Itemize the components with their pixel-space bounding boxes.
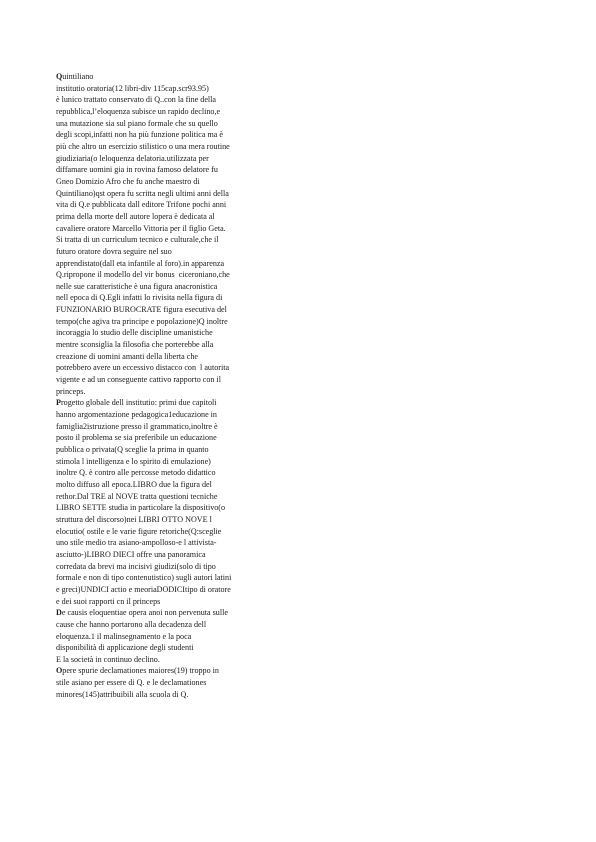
line-text: minores(145)attribuibili alla scuola di Q. [56,689,189,699]
line-text: posto il problema se sia preferibile un educazione [56,433,217,443]
line-text: LIBRO SETTE studia in particolare la dispositivo(o [56,503,226,513]
text-line [56,537,286,549]
paragraph-initial: Q [56,72,63,81]
body-text [56,71,286,700]
line-text: uintiliano [62,72,94,81]
text-line [56,374,286,386]
line-text: stile asiano per essere di Q. e le declamationes [56,678,207,688]
text-line [56,199,286,211]
text-line [56,246,286,258]
text-line [56,386,286,398]
text-line [56,596,286,608]
text-line [56,654,286,666]
text-line [56,71,286,83]
text-line [56,362,286,374]
text-line [56,188,286,200]
text-line [56,129,286,141]
line-text: creazione di uomini amanti della liberta che [56,351,199,361]
text-line [56,665,286,677]
text-line [56,491,286,503]
paragraph-initial: D [56,608,62,618]
text-line [56,153,286,165]
paragraph-initial: P [56,398,61,408]
text-line [56,292,286,304]
line-text: institutio oratoria(12 libri-div 115cap.scr93.95) [56,83,209,93]
line-text: Quintiliano)qst opera fu scritta negli ultimi anni della [56,188,229,198]
line-text: hanno argomentazione pedagogica1educazione in [56,410,217,420]
text-line [56,351,286,363]
line-text: pubblica o privata(Q sceglie la prima in quanto [56,445,209,454]
line-text: nelle sue caratteristiche è una figura anacronistica [56,281,218,291]
text-line [56,339,286,351]
text-line [56,118,286,130]
text-line [56,432,286,444]
text-line [56,94,286,106]
text-line [56,642,286,654]
line-text: eloquenza.1 il malinsegnamento e la poca [56,631,192,641]
text-line [56,561,286,573]
text-line [56,584,286,596]
line-text: molto diffuso all epoca.LIBRO due la figura del [56,479,212,489]
text-line [56,689,286,701]
line-text: princeps. [56,386,86,396]
text-line [56,479,286,491]
text-line [56,572,286,584]
text-line [56,677,286,689]
line-text: e dei suoi rapporti cn il princeps [56,596,161,606]
text-line [56,526,286,538]
text-line [56,316,286,328]
text-line [56,421,286,433]
line-text: famiglia2istruzione presso il grammatico,inoltre è [56,421,218,431]
line-text: rogetto globale dell institutio: primi due capitoli [60,398,217,408]
line-text: tempo(che agiva tra principe e popolazione)Q inoltre [56,316,228,326]
line-text: formale e non di tipo contenutistico) sugli autori latini [56,573,232,583]
line-text: mentre sconsiglia la filosofia che porterebbe alla [56,340,214,350]
line-text: cause che hanno portarono alla decadenza dell [56,619,207,629]
text-line [56,549,286,561]
text-line [56,269,286,281]
line-text: nell epoca di Q.Egli infatti lo rivisita nella figura di [56,293,223,303]
text-line [56,607,286,619]
paragraph-initial: O [56,666,63,676]
line-text: Si tratta di un curriculum tecnico e culturale,che il [56,235,219,245]
line-text: vigente e ad un conseguente cattivo rapporto con il [56,375,221,385]
line-text: apprendistato(dall eta infantile al foro).in apparenza [56,258,225,268]
line-text: più che altro un esercizio stilistico o una mera routine [56,141,230,151]
line-text: degli scopi,infatti non ha più funzione politica ma è [56,130,224,140]
line-text: asciutto-)LIBRO DIECI offre una panoramica [56,549,206,559]
line-text: incoraggia lo studio delle discipline umanistiche [56,328,213,338]
line-text: FUNZIONARIO BUROCRATE figura esecutiva del [56,305,227,315]
line-text: diffamare uomini gia in rovina famoso delatore fu [56,165,218,175]
line-text: futuro oratore dovra seguire nel suo [56,246,172,256]
line-text: e greci)UNDICI actio e meoriaDODICItipo di oratore [56,584,231,594]
line-text: disponibilità di applicazione degli studenti [56,643,194,653]
text-line [56,141,286,153]
line-text: elocutio( ostile e le varie figure retoriche(Q:sceglie [56,526,222,536]
text-line [56,234,286,246]
text-line [56,327,286,339]
line-text: Q.ripropone il modello del vir bonus ciceroniano,che [56,270,230,280]
text-line [56,211,286,223]
line-text: corredata da brevi ma incisivi giudizi(solo di tipo [56,561,216,571]
line-text: E la società in continuo declino. [56,654,160,664]
line-text: uno stile medio tra asiano-ampolloso-e l attivista- [56,538,217,548]
text-line [56,164,286,176]
text-line [56,176,286,188]
line-text: giudiziaria(o leloquenza delatoria.utilizzata per [56,153,209,163]
line-text: inoltre Q. è contro alle percosse metodo didattico [56,468,216,478]
line-text: è lunico trattato conservato di Q..con la fine della [56,95,217,105]
text-line [56,397,286,409]
line-text: Gneo Domizio Afro che fu anche maestro di [56,176,200,186]
text-line [56,83,286,95]
text-line [56,281,286,293]
text-line [56,106,286,118]
line-text: vita di Q.e pubblicata dall editore Trifone pochi anni [56,200,227,210]
line-text: una mutazione sia sul piano formale che su quello [56,118,218,128]
line-text: cavaliere oratore Marcello Vittoria per il figlio Geta. [56,223,226,233]
text-line [56,258,286,270]
text-line [56,631,286,643]
line-text: prima della morte dell autore lopera è dedicata al [56,211,215,221]
line-text: rethor.Dal TRE al NOVE tratta questioni tecniche [56,491,218,501]
text-line [56,619,286,631]
text-line [56,514,286,526]
line-text: stimola l intelligenza e lo spirito di emulazione) [56,456,211,466]
text-line [56,502,286,514]
text-line [56,409,286,421]
text-line [56,304,286,316]
line-text: pere spurie declamationes maiores(19) troppo in [62,666,219,676]
text-line [56,467,286,479]
text-line [56,223,286,235]
text-line [56,444,286,456]
line-text: struttura del discorso)nei LIBRI OTTO NOVE l [56,514,212,524]
text-line [56,456,286,468]
line-text: potrebbero avere un eccessivo distacco con l autorita [56,363,230,373]
line-text: repubblica,l’eloquenza subisce un rapido declino,e [56,106,221,116]
line-text: e causis eloquentiae opera anoi non pervenuta sulle [61,608,228,618]
